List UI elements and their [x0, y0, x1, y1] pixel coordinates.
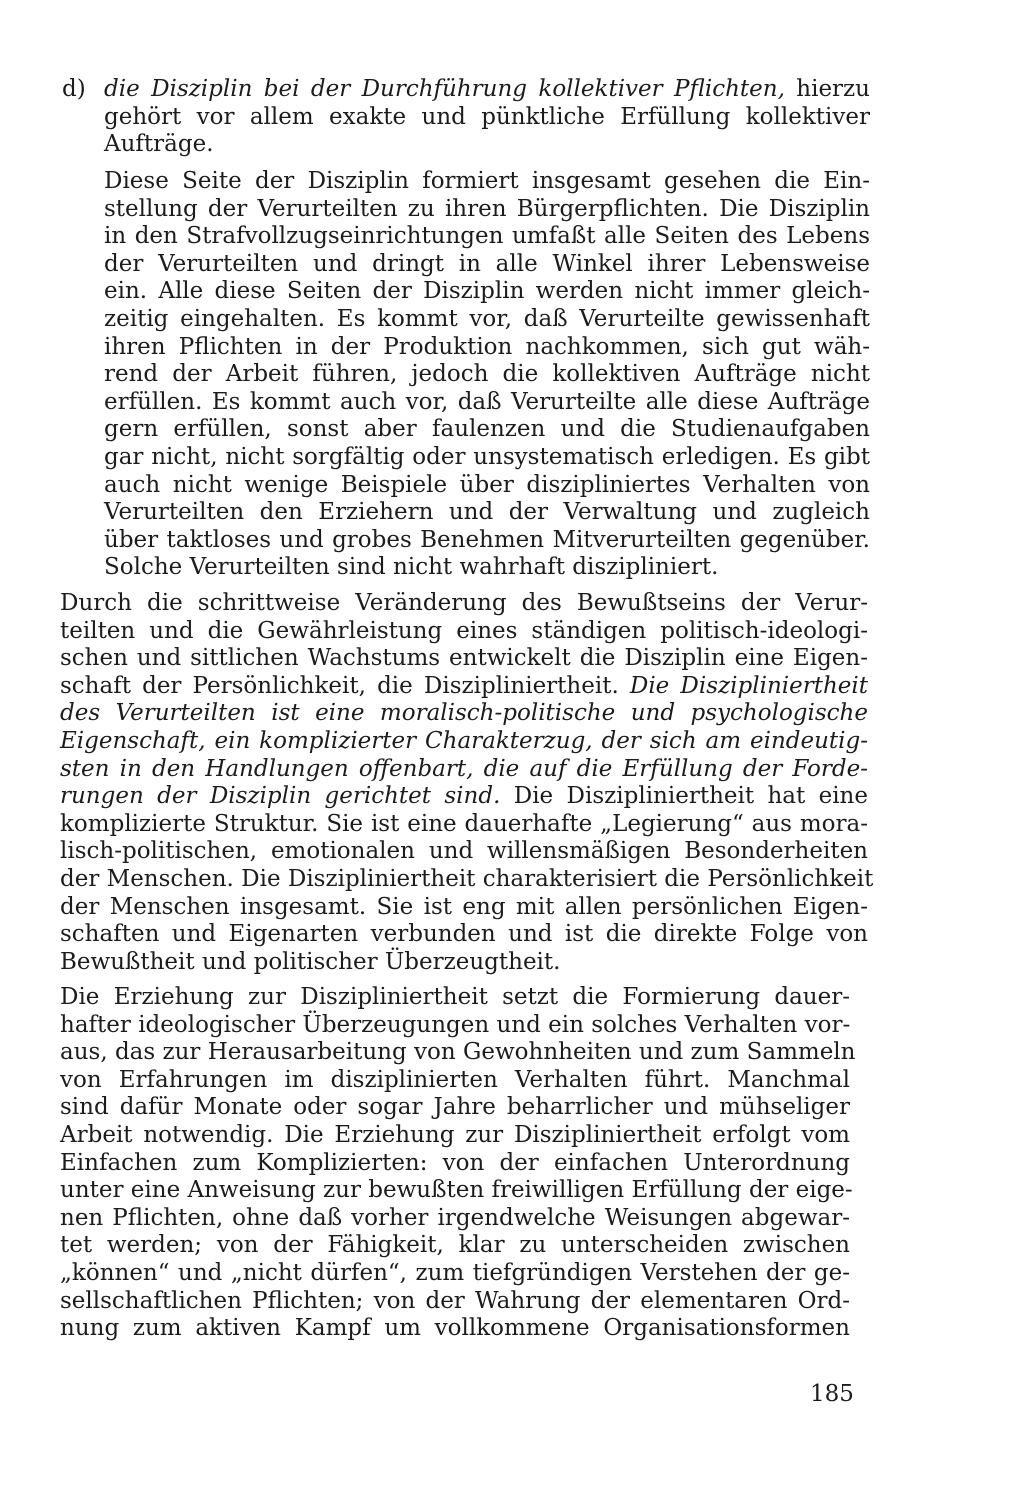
italic-run: die Disziplin bei der Durchführung kollektiver Pflichten, [104, 76, 785, 102]
text-line [104, 361, 870, 389]
text-run: Bewußtheit und politischer Überzeugtheit. [60, 948, 561, 975]
text-run: der Menschen. Die Diszipliniertheit charakterisiert die Persönlichkeit [60, 865, 874, 892]
list-item-d [104, 76, 870, 159]
text-run: Arbeit notwendig. Die Erziehung zur Diszipliniertheit erfolgt vom [60, 1121, 850, 1148]
text-line [60, 1150, 850, 1178]
text-run: zeitig eingehalten. Es kommt vor, daß Verurteilte gewissenhaft [104, 305, 870, 332]
text-run: über taktloses und grobes Benehmen Mitverurteilten gegenüber. [104, 526, 870, 553]
text-line [104, 223, 870, 251]
text-line [104, 104, 870, 132]
text-run: hafter ideologischer Überzeugungen und ein solches Verhalten vor- [60, 1011, 851, 1038]
text-line [60, 700, 868, 728]
text-run: komplizierte Struktur. Sie ist eine dauerhafte „Legierung“ aus mora- [60, 810, 868, 837]
text-run: schaften und Eigenarten verbunden und ist die direkte Folge von [60, 921, 868, 948]
text-line [60, 1315, 850, 1343]
text-line [104, 416, 870, 444]
text-line [60, 756, 868, 784]
text-line [104, 306, 870, 334]
text-run: teilten und die Gewährleistung eines ständigen politisch-ideologi- [60, 617, 868, 644]
text-line [60, 728, 868, 756]
text-run: ein. Alle diese Seiten der Disziplin werden nicht immer gleich- [104, 278, 870, 305]
paragraph-2 [60, 590, 874, 976]
text-run: unter eine Anweisung zur bewußten freiwilligen Erfüllung der eige- [60, 1177, 853, 1204]
text-line [104, 251, 870, 279]
list-item-marker: d) [62, 76, 86, 102]
text-line [60, 838, 868, 866]
text-run: erfüllen. Es kommt auch vor, daß Verurteilte alle diese Aufträge [104, 388, 870, 415]
text-line [104, 499, 870, 527]
italic-run: rungen der Disziplin gerichtet sind. [60, 783, 501, 810]
text-run: in den Strafvollzugseinrichtungen umfaßt alle Seiten des Lebens [104, 223, 870, 250]
text-line [104, 554, 870, 582]
text-line [60, 1039, 856, 1067]
text-line [60, 1012, 850, 1040]
page-number: 185 [810, 1381, 854, 1407]
text-line [104, 472, 870, 500]
text-run: „können“ und „nicht dürfen“, zum tiefgründigen Verstehen der ge- [60, 1259, 850, 1286]
text-run: ihren Pflichten in der Produktion nachkommen, sich gut wäh- [104, 333, 870, 360]
text-line [104, 76, 870, 104]
text-run: nen Pflichten, ohne daß vorher irgendwelche Weisungen abgewar- [60, 1204, 850, 1231]
italic-run: des Verurteilten ist eine moralisch-politische und psychologische [60, 700, 868, 727]
text-line [60, 1122, 850, 1150]
text-run: der Verurteilten und dringt in alle Winkel ihrer Lebensweise [104, 250, 870, 277]
text-line [60, 590, 868, 618]
italic-run: Die Diszipliniertheit [629, 672, 868, 699]
text-line [60, 1205, 850, 1233]
text-run: von Erfahrungen im disziplinierten Verhalten führt. Manchmal [60, 1066, 850, 1093]
text-run: Solche Verurteilten sind nicht wahrhaft diszipliniert. [104, 554, 719, 581]
text-run: Diese Seite der Disziplin formiert insgesamt gesehen die Ein- [104, 168, 870, 194]
text-line [104, 444, 870, 472]
text-run: auch nicht wenige Beispiele über diszipliniertes Verhalten von [104, 471, 870, 498]
text-run: gern erfüllen, sonst aber faulenzen und die Studienaufgaben [104, 416, 870, 443]
text-run: aus, das zur Herausarbeitung von Gewohnheiten und zum Sammeln [60, 1039, 856, 1066]
text-run: Verurteilten den Erziehern und der Verwaltung und zugleich [104, 499, 870, 526]
text-line [60, 1288, 850, 1316]
text-run: Durch die schrittweise Veränderung des Bewußtseins der Verur- [60, 590, 868, 616]
text-run: Aufträge. [104, 131, 214, 158]
text-line [60, 1232, 850, 1260]
text-run: gar nicht, nicht sorgfältig oder unsystematisch erledigen. Es gibt [104, 443, 870, 470]
text-run: tet werden; von der Fähigkeit, klar zu unterscheiden zwischen [60, 1232, 850, 1259]
text-run: rend der Arbeit führen, jedoch die kollektiven Aufträge nicht [104, 361, 870, 388]
text-run: nung zum aktiven Kampf um vollkommene Organisationsformen [60, 1315, 850, 1342]
text-line [60, 673, 868, 701]
text-line [104, 196, 870, 224]
text-line [104, 389, 870, 417]
text-run: hierzu [784, 76, 870, 102]
text-line [60, 1260, 850, 1288]
paragraph-1 [104, 168, 870, 582]
text-line [60, 894, 868, 922]
text-line [104, 527, 870, 555]
text-line [60, 618, 868, 646]
paragraph-3 [60, 984, 856, 1343]
text-line [60, 949, 868, 977]
text-run: schen und sittlichen Wachstums entwickelt die Disziplin eine Eigen- [60, 645, 868, 672]
text-line [104, 334, 870, 362]
text-run: stellung der Verurteilten zu ihren Bürgerpflichten. Die Disziplin [104, 195, 870, 222]
text-line [104, 131, 870, 159]
text-line [104, 168, 870, 196]
text-line [60, 645, 868, 673]
text-line [60, 811, 868, 839]
italic-run: Eigenschaft, ein komplizierter Charakterzug, der sich am eindeutig- [60, 727, 868, 754]
text-run: Die Diszipliniertheit hat eine [500, 783, 868, 810]
text-line [60, 984, 850, 1012]
text-line [60, 1067, 850, 1095]
text-run: schaft der Persönlichkeit, die Diszipliniertheit. [60, 672, 630, 699]
text-line [60, 783, 868, 811]
text-line [60, 865, 874, 894]
text-line [104, 278, 870, 306]
text-line [60, 921, 868, 949]
italic-run: sten in den Handlungen offenbart, die auf die Erfüllung der Forde- [60, 755, 868, 782]
text-run: Die Erziehung zur Diszipliniertheit setzt die Formierung dauer- [60, 984, 850, 1010]
text-run: sind dafür Monate oder sogar Jahre beharrlicher und mühseliger [60, 1094, 850, 1121]
text-run: der Menschen insgesamt. Sie ist eng mit allen persönlichen Eigen- [60, 893, 868, 920]
text-run: gehört vor allem exakte und pünktliche Erfüllung kollektiver [104, 103, 870, 130]
text-line [60, 1094, 850, 1122]
text-run: lisch-politischen, emotionalen und willensmäßigen Besonderheiten [60, 838, 868, 865]
text-run: Einfachen zum Komplizierten: von der einfachen Unterordnung [60, 1149, 850, 1176]
text-line [60, 1177, 853, 1205]
text-run: sellschaftlichen Pflichten; von der Wahrung der elementaren Ord- [60, 1287, 850, 1314]
